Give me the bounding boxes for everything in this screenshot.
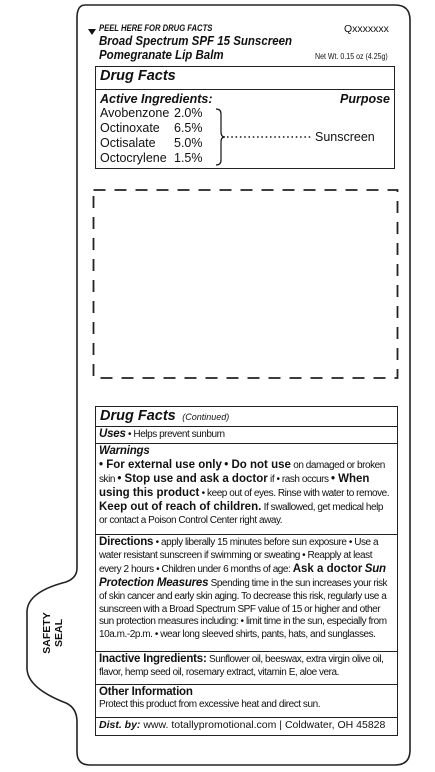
- net-weight: Net Wt. 0.15 oz (4.25g): [315, 52, 388, 61]
- active-ingredients-heading: Active Ingredients:: [100, 92, 213, 106]
- divider: [95, 684, 398, 685]
- drug-facts-title: Drug Facts: [100, 68, 176, 84]
- inactive-ingredients-section: Inactive Ingredients: Sunflower oil, beeswax, extra virgin olive oil, flavor, hemp seed oil, rosemary extract, vitamin E, aloe vera.: [99, 653, 384, 678]
- purpose-heading: Purpose: [340, 92, 391, 106]
- warnings-heading: Warnings: [99, 445, 150, 457]
- safety-seal-text: SAFETY SEAL: [41, 612, 65, 654]
- divider: [95, 534, 398, 535]
- drug-facts-continued-title: Drug Facts (Continued): [100, 408, 230, 424]
- uses-section: Uses • Helps prevent sunburn: [99, 428, 225, 440]
- dashed-window: [94, 190, 398, 378]
- divider: [95, 717, 398, 718]
- distributor-line: Dist. by: www. totallypromotional.com | Coldwater, OH 45828: [99, 719, 386, 731]
- peel-here-text[interactable]: PEEL HERE FOR DRUG FACTS: [99, 23, 213, 33]
- product-name: Broad Spectrum SPF 15 Sunscreen: [99, 34, 293, 48]
- divider: [95, 89, 395, 90]
- lot-code: Qxxxxxxx: [344, 23, 389, 35]
- divider: [95, 651, 398, 652]
- purpose-value: Sunscreen: [315, 130, 375, 144]
- ingredients-bracket: [214, 108, 314, 166]
- other-information-section: Other Information Protect this product from excessive heat and direct sun.: [99, 686, 321, 710]
- warnings-section: • For external use only • Do not use on damaged or broken skin • Stop use and ask a doctor if • rash occurs • When using this product • keep out of eyes. Rinse with water to remove. Keep out of reach of children. If swallowed, get medical help or contact a Poison Control Center right away.: [99, 459, 390, 526]
- peel-arrow-icon: [88, 29, 96, 35]
- product-subname: Pomegranate Lip Balm: [99, 48, 224, 62]
- directions-section: Directions • apply liberally 15 minutes before sun exposure • Use a water resistant sunscreen if swimming or sweating • Reapply at least every 2 hours • Children under 6 months of age: Ask a doctor Sun Protection Measures Spending time in the sun increases your risk of skin cancer and early skin aging. To decrease this risk, regularly use a sunscreen with a Broad Spectrum SPF value of 15 or higher and other sun protection measures including: • limit time in the sun, especially from 10a.m.-2p.m. • wear long sleeved shirts, pants, hats, and sunglasses.: [99, 536, 388, 641]
- divider: [95, 426, 398, 427]
- divider: [95, 443, 398, 444]
